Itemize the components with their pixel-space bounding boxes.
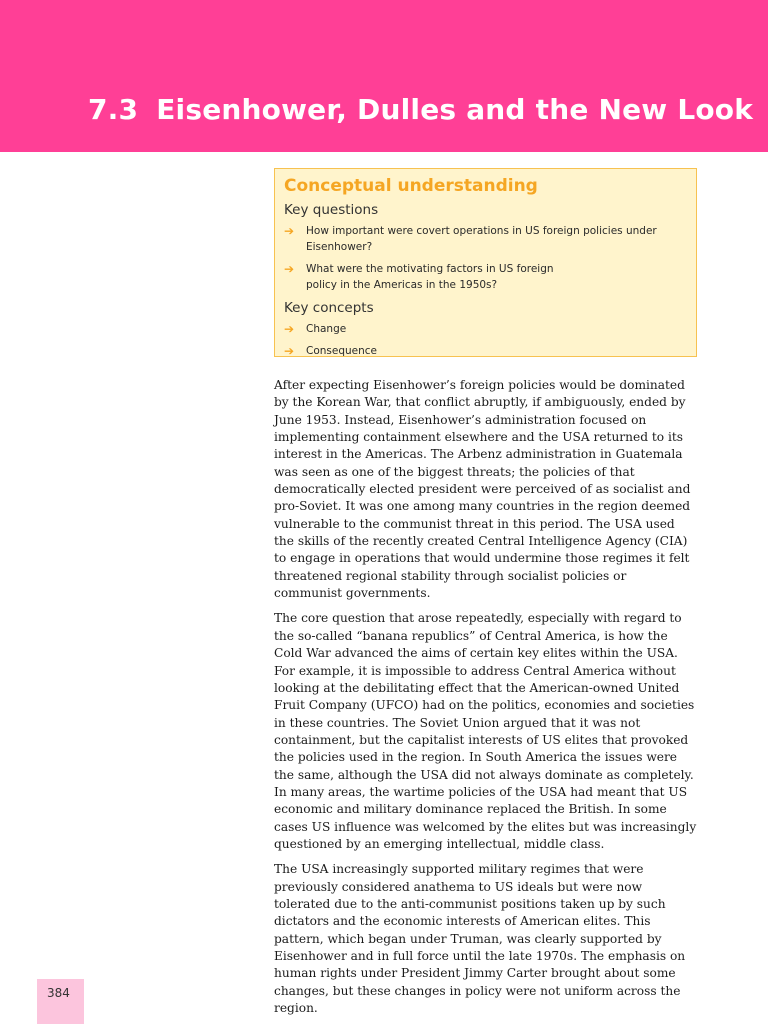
arrow-right-icon: ➔ — [284, 344, 295, 358]
section-title: Eisenhower, Dulles and the New Look — [156, 93, 754, 126]
key-concepts-list — [284, 321, 686, 359]
page-number: 384 — [47, 986, 70, 1000]
chapter-title — [88, 92, 753, 128]
key-questions-heading: Key questions — [284, 202, 379, 218]
key-concepts-heading: Key concepts — [284, 300, 374, 316]
key-questions-list — [284, 223, 686, 293]
key-question-text: How important were covert operations in US foreign policies under Eisenhower? — [306, 225, 657, 253]
body-paragraph: The core question that arose repeatedly, especially with regard to the so-called “banana republics” of Central America, is how the Cold War advanced the aims of certain key elites within the USA. For example, it is impossible to address Central America without looking at the debilitating effect that the American-owned United Fruit Company (UFCO) had on the politics, economies and societies in these countries. The Soviet Union argued that it was not containment, but the capitalist interests of US elites that provoked the policies used in the region. In South America the issues were the same, although the USA did not always dominate as completely. In many areas, the wartime policies of the USA had meant that US economic and military dominance replaced the British. In some cases US influence was welcomed by the elites but was increasingly questioned by an emerging intellectual, middle class. — [274, 611, 697, 851]
arrow-right-icon: ➔ — [284, 322, 295, 336]
key-concept-item — [284, 321, 686, 337]
body-text — [274, 377, 698, 1025]
key-question-text: What were the motivating factors in US foreign policy in the Americas in the 1950s? — [306, 263, 554, 291]
conceptual-understanding-box — [274, 168, 697, 357]
key-concept-text: Change — [306, 323, 347, 335]
page-number-tab — [37, 979, 84, 1024]
chapter-header-band — [0, 0, 768, 152]
key-concept-item — [284, 343, 686, 359]
concept-box-heading: Conceptual understanding — [284, 176, 538, 196]
body-paragraph: After expecting Eisenhower’s foreign policies would be dominated by the Korean War, that conflict abruptly, if ambiguously, ended by June 1953. Instead, Eisenhower’s administration focused on implementing containment elsewhere and the USA returned to its interest in the Americas. The Arbenz administration in Guatemala was seen as one of the biggest threats; the policies of that democratically elected president were perceived of as socialist and pro-Soviet. It was one among many countries in the region deemed vulnerable to the communist threat in this period. The USA used the skills of the recently created Central Intelligence Agency (CIA) to engage in operations that would undermine those regimes it felt threatened regional stability through socialist policies or communist governments. — [274, 378, 691, 601]
key-question-item — [284, 223, 686, 255]
key-concept-text: Consequence — [306, 345, 378, 357]
key-question-item — [284, 261, 686, 293]
section-number: 7.3 — [88, 93, 139, 126]
body-paragraph: The USA increasingly supported military regimes that were previously considered anathema to US ideals but were now tolerated due to the anti-communist positions taken up by such dictators and the economic interests of American elites. This pattern, which began under Truman, was clearly supported by Eisenhower and in full force until the late 1970s. The emphasis on human rights under President Jimmy Carter brought about some changes, but these changes in policy were not uniform across the region. — [274, 862, 686, 1016]
arrow-right-icon: ➔ — [284, 224, 295, 238]
arrow-right-icon: ➔ — [284, 262, 295, 276]
